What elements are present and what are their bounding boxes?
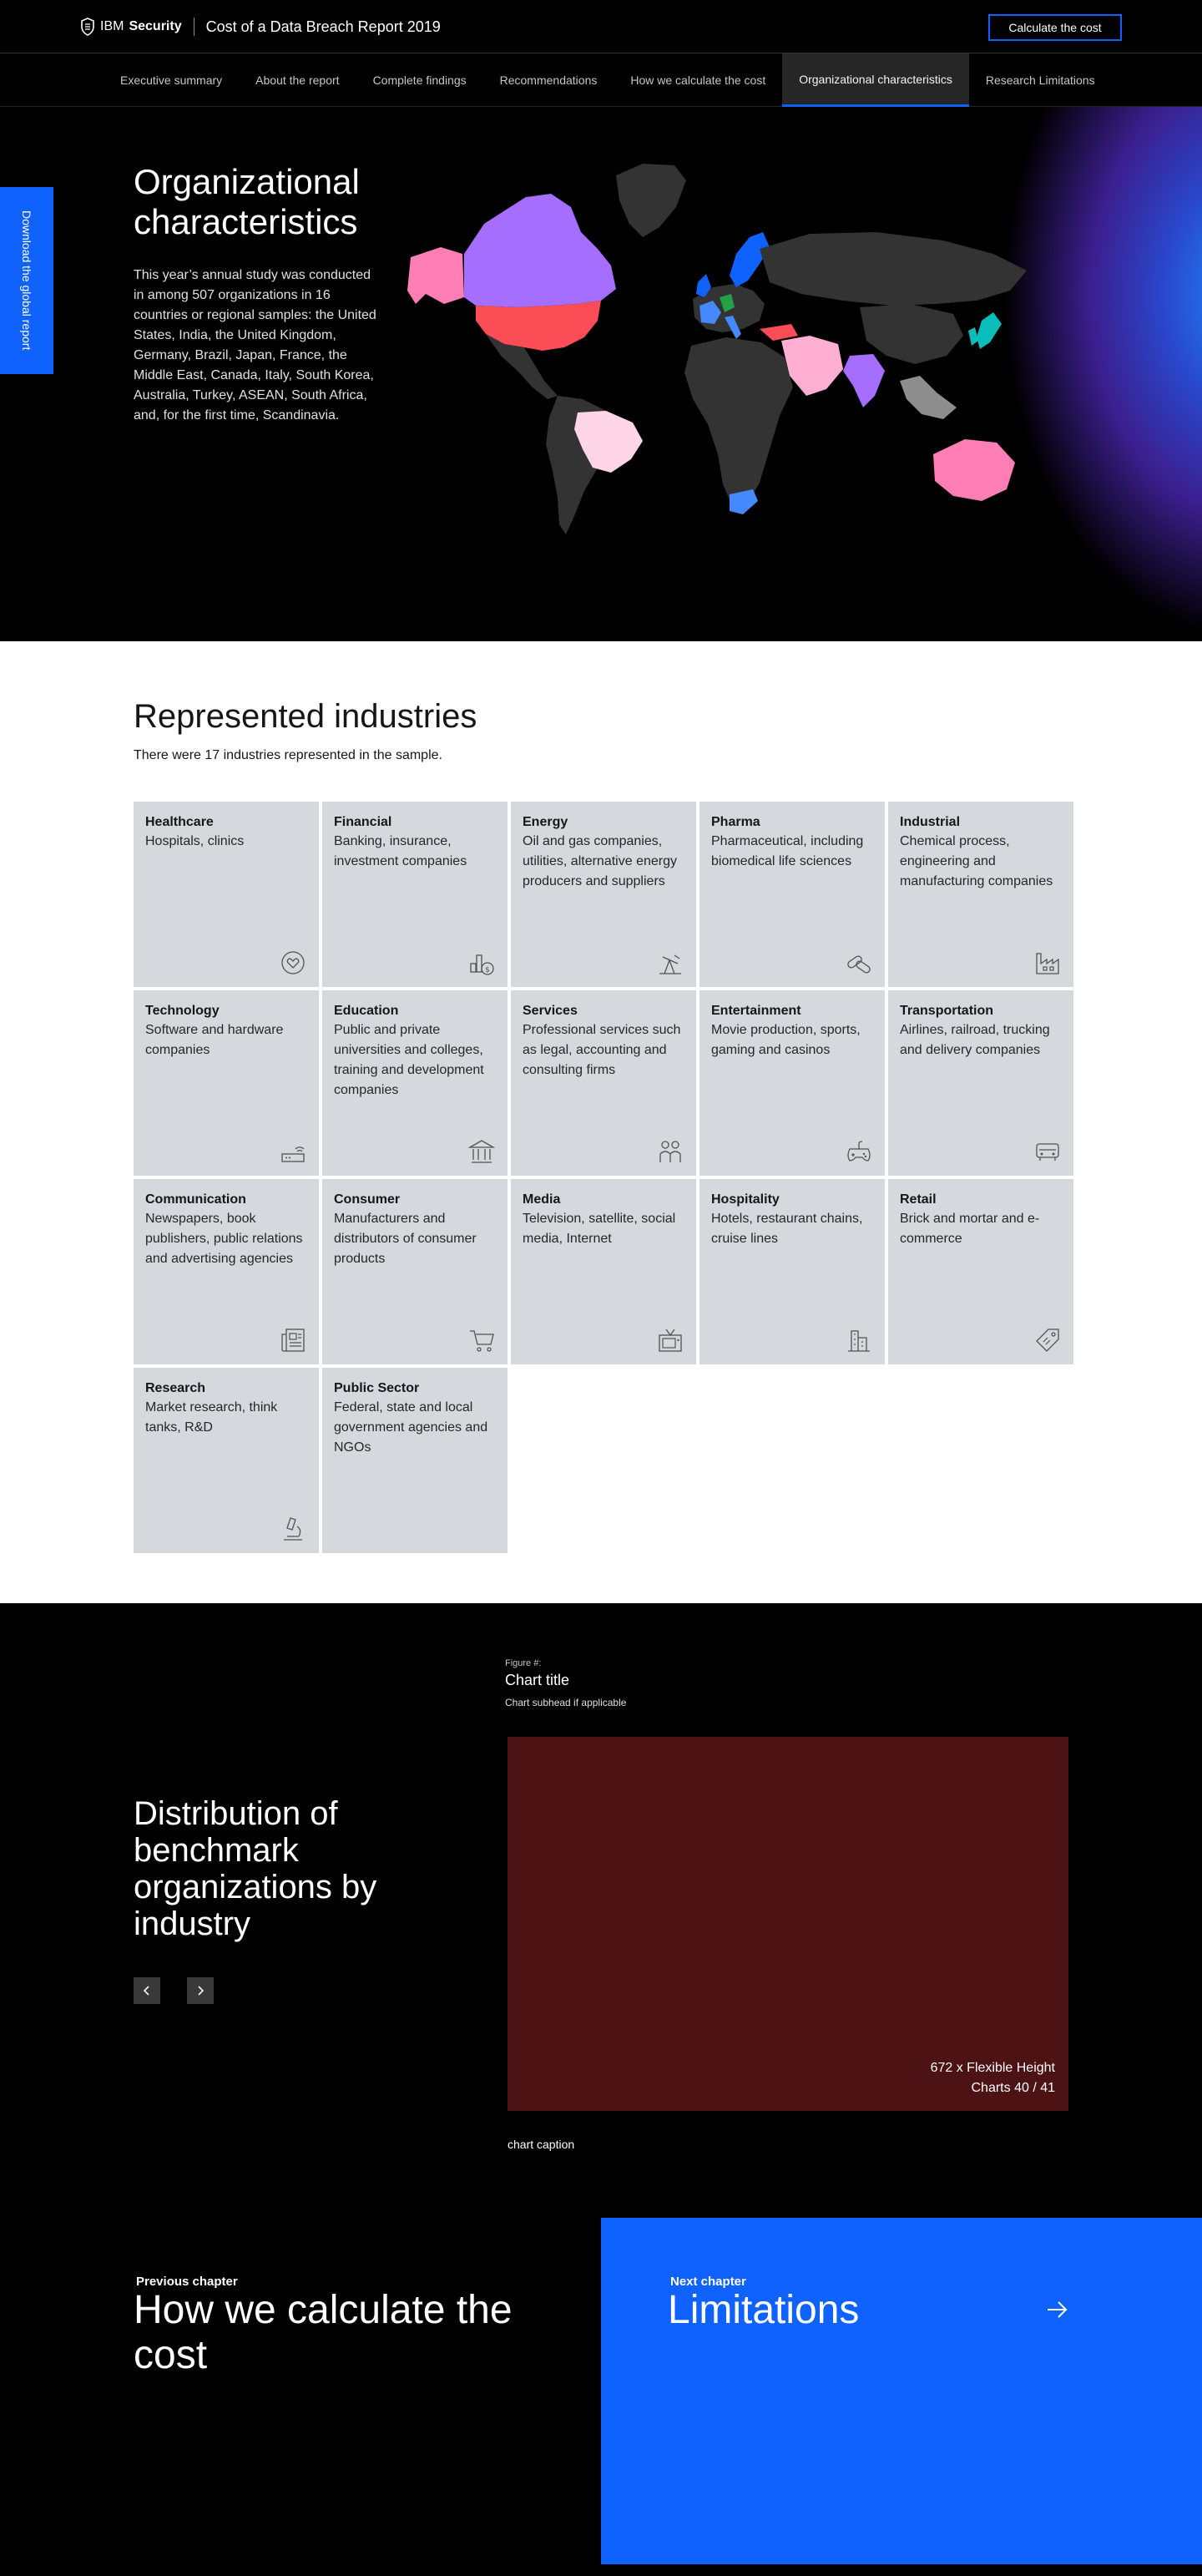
nav-item-complete-findings[interactable]: Complete findings [372,73,467,87]
cart-icon [467,1326,496,1354]
industry-description: Hotels, restaurant chains, cruise lines [711,1212,863,1246]
chapter-nav [0,53,1202,107]
chapter-nav-list [104,53,1112,107]
industry-card-technology[interactable] [134,990,319,1176]
chart-section [0,1603,1202,2218]
chapter-footer [0,2218,1202,2576]
calculate-cost-button[interactable]: Calculate the cost [988,14,1122,41]
industry-card-entertainment[interactable] [699,990,885,1176]
pills-icon [845,949,873,977]
previous-chapter-title: How we calculate the cost [134,2288,513,2377]
industry-card-hospitality[interactable] [699,1179,885,1364]
industry-name: Industrial [900,815,961,829]
coins-icon [467,949,496,977]
map-africa [684,337,793,508]
industry-description: Brick and mortar and e-commerce [900,1212,1040,1246]
industry-name: Pharma [711,815,760,829]
previous-chapter-link[interactable] [0,2218,601,2564]
vehicle-icon [1033,1137,1062,1166]
industry-name: Energy [523,815,568,829]
industry-description: Oil and gas companies, utilities, alternative energy producers and suppliers [523,834,677,888]
chart-caption: chart caption [508,2138,575,2151]
brand-security: Security [129,19,182,33]
heart-shield-icon [279,949,307,977]
placeholder-count-label: Charts 40 / 41 [971,2081,1055,2095]
industry-name: Consumer [334,1192,401,1207]
industry-description: Banking, insurance, investment companies [334,834,467,868]
map-canada [464,194,616,307]
industry-card-retail[interactable] [888,1179,1073,1364]
industry-name: Retail [900,1192,937,1207]
microscope-icon [279,1515,307,1543]
previous-chapter-label: Previous chapter [136,2275,238,2289]
industry-name: Financial [334,815,392,829]
industry-card-public-sector[interactable] [322,1368,508,1553]
nav-item-executive-summary[interactable]: Executive summary [120,73,223,87]
industry-card-financial[interactable] [322,802,508,987]
industry-name: Technology [145,1004,220,1018]
nav-item-about-the-report[interactable]: About the report [255,73,340,87]
next-chapter-title: Limitations [668,2288,860,2332]
industry-description: Federal, state and local government agencies and NGOs [334,1400,488,1455]
industry-card-education[interactable] [322,990,508,1176]
router-icon [279,1137,307,1166]
map-greenland [616,164,686,237]
ibm-security-logo[interactable] [80,18,182,36]
download-report-tab[interactable] [0,187,53,374]
hotel-icon [845,1326,873,1354]
industry-description: Chemical process, engineering and manufacturing companies [900,834,1053,888]
arrow-right-icon [1045,2298,1068,2321]
chevron-right-icon [194,1985,206,1997]
map-russia [760,232,1027,306]
industry-description: Airlines, railroad, trucking and delivery companies [900,1023,1050,1057]
map-turkey [760,324,798,341]
map-australia [933,439,1015,501]
industry-name: Entertainment [711,1004,801,1018]
industry-description: Newspapers, book publishers, public relations and advertising agencies [145,1212,303,1266]
next-chapter-label: Next chapter [670,2275,746,2289]
industry-card-energy[interactable] [511,802,696,987]
report-title[interactable]: Cost of a Data Breach Report 2019 [205,18,441,35]
industries-subtitle: There were 17 industries represented in the sample. [134,748,442,762]
hero-description: This year’s annual study was conducted in among 507 organizations in 16 countries or regional samples: the United States, India, the United Kingdom, Germany, Brazil, Japan, France, the Middle East, Canada, Italy, South Korea, Australia, Turkey, ASEAN, South Africa, and, for the first time, Scandinavia. [134,268,376,423]
brand-ibm: IBM [100,19,124,33]
industry-name: Education [334,1004,399,1018]
industry-description: Market research, think tanks, R&D [145,1400,278,1435]
map-china [860,304,963,364]
tv-icon [656,1326,684,1354]
industry-card-healthcare[interactable] [134,802,319,987]
industry-description: Public and private universities and colleges, training and development companies [334,1023,484,1097]
industry-description: Movie production, sports, gaming and casinos [711,1023,861,1057]
next-chapter-link[interactable] [601,2218,1202,2564]
brand[interactable] [80,15,441,38]
map-japan [977,312,1002,349]
chart-title: Chart title [505,1672,570,1688]
industry-card-industrial[interactable] [888,802,1073,987]
figure-label: Figure #: [505,1658,542,1668]
industry-card-consumer[interactable] [322,1179,508,1364]
industry-description: Professional services such as legal, accounting and consulting firms [523,1023,681,1077]
map-india [843,354,885,407]
institution-icon [467,1137,496,1166]
chart-section-heading: Distribution of benchmark organizations by industry [134,1795,377,1942]
chart-placeholder [508,1737,1068,2111]
chart-subhead: Chart subhead if applicable [505,1697,627,1708]
placeholder-size-label: 672 x Flexible Height [930,2061,1055,2075]
industry-card-services[interactable] [511,990,696,1176]
industry-name: Hospitality [711,1192,780,1207]
industry-grid [134,802,1070,1553]
map-alaska [407,247,464,304]
industry-description: Television, satellite, social media, Internet [523,1212,676,1246]
industry-card-communication[interactable] [134,1179,319,1364]
map-south-korea [968,327,978,346]
industry-name: Research [145,1381,206,1395]
industry-name: Healthcare [145,815,214,829]
industry-card-media[interactable] [511,1179,696,1364]
download-report-label: Download the global report [20,210,33,351]
shield-icon [80,18,95,36]
industry-description: Software and hardware companies [145,1023,284,1057]
industry-description: Manufacturers and distributors of consumer products [334,1212,477,1266]
nav-item-research-limitations[interactable]: Research Limitations [985,73,1095,87]
nav-item-organizational-characteristics[interactable]: Organizational characteristics [782,53,969,107]
page-title: Organizational characteristics [134,162,360,241]
world-map [392,157,1077,591]
industry-name: Transportation [900,1004,994,1018]
hero-section [0,107,1202,641]
map-asean [900,376,957,419]
svg-text:$: $ [485,966,490,974]
industry-name: Public Sector [334,1381,420,1395]
tag-icon [1033,1326,1062,1354]
industry-name: Services [523,1004,578,1018]
industry-description: Hospitals, clinics [145,834,245,848]
industries-section [0,641,1202,1603]
industry-card-pharma[interactable] [699,802,885,987]
industry-description: Pharmaceutical, including biomedical life sciences [711,834,864,868]
industry-name: Communication [145,1192,246,1207]
top-bar [0,0,1202,53]
industry-card-research[interactable] [134,1368,319,1553]
industry-card-transportation[interactable] [888,990,1073,1176]
previous-chart-button[interactable] [134,1977,160,2004]
next-chart-button[interactable] [187,1977,214,2004]
chevron-left-icon [141,1985,153,1997]
factory-icon [1033,949,1062,977]
industry-name: Media [523,1192,561,1207]
people-icon [656,1137,684,1166]
oil-pump-icon [656,949,684,977]
gamepad-icon [845,1137,873,1166]
nav-item-recommendations[interactable]: Recommendations [499,73,598,87]
newspaper-icon [279,1326,307,1354]
nav-item-how-we-calculate[interactable]: How we calculate the cost [630,73,766,87]
industries-title: Represented industries [134,698,477,735]
